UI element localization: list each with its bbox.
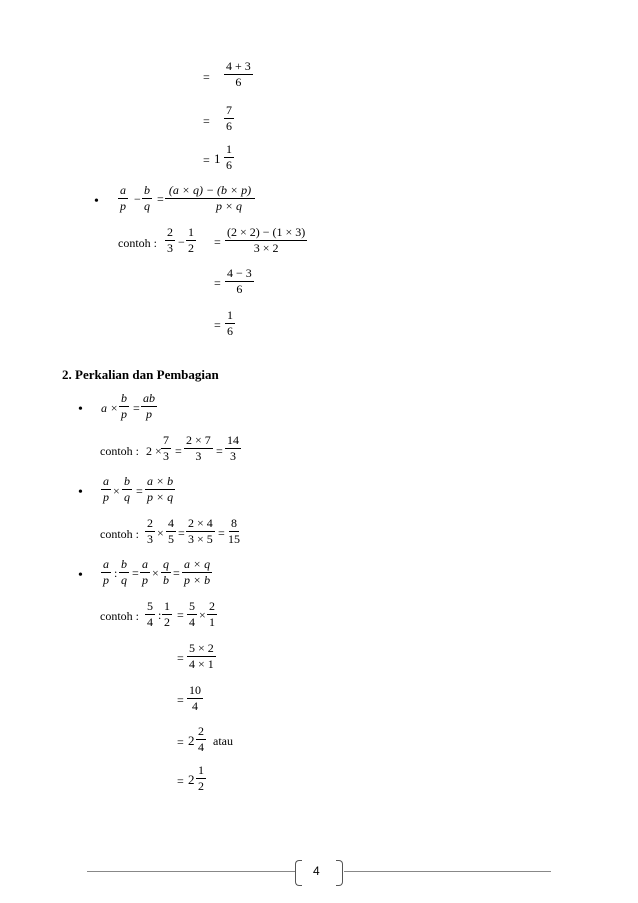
bullet: •: [78, 568, 83, 583]
example-label: contoh :: [118, 236, 157, 250]
footer-rule-left: [87, 871, 296, 872]
fraction: $\frac{1}{6}$: [227, 308, 233, 338]
equals-sign: =: [177, 693, 184, 707]
minus-sign: −: [178, 235, 185, 249]
footer-rule-right: [344, 871, 551, 872]
fraction: $\frac{b}{q}$: [144, 183, 150, 213]
fraction: $\frac{(a \times q) - (b \times p)}{p \times q}$: [165, 184, 255, 213]
fraction: $\frac{a}{p}$: [103, 557, 109, 587]
fraction: $\frac{q}{b}$: [163, 557, 169, 587]
times-sign: ×: [157, 526, 164, 540]
fraction: $\frac{(2 \times 2) - (1 \times 3)}{3 \times 2}$: [227, 225, 306, 255]
fraction: $\frac{ab}{p}$: [143, 391, 155, 421]
equals-sign: =: [216, 444, 223, 458]
fraction: $\frac{2}{1}$: [209, 599, 215, 629]
bullet: •: [78, 485, 83, 500]
footer-bracket-right: [336, 860, 343, 886]
colon-sign: :: [114, 566, 118, 580]
math-term: a ×: [101, 401, 119, 415]
equals-sign: =: [157, 192, 164, 206]
fraction: $\frac{8}{15}$: [228, 516, 240, 546]
fraction: $\frac{7}{3}$: [163, 433, 169, 463]
fraction: $\frac{5}{4}$: [189, 599, 195, 629]
fraction: $\frac{1}{2}$: [164, 599, 170, 629]
fraction: $\frac{1}{6}$: [226, 142, 232, 172]
example-label: contoh :: [100, 527, 139, 541]
atau-label: atau: [213, 734, 233, 748]
equals-sign: =: [203, 70, 210, 84]
fraction: $\frac{1}{2}$: [188, 225, 194, 255]
fraction: $\frac{2}{4}$: [198, 724, 204, 754]
times-sign: ×: [113, 484, 120, 498]
mixed-whole: 1: [214, 151, 221, 166]
equals-sign: =: [175, 444, 182, 458]
equals-sign: =: [173, 566, 180, 580]
fraction: $\frac{2 \times 7}{3}$: [186, 433, 211, 463]
example-label: contoh :: [100, 444, 139, 458]
equals-sign: =: [177, 608, 184, 622]
fraction: $\frac{2}{3}$: [167, 225, 173, 255]
equals-sign: =: [214, 235, 221, 249]
fraction: $\frac{b}{p}$: [121, 391, 127, 421]
math-term: 2 ×: [146, 444, 162, 458]
section-heading: 2. Perkalian dan Pembagian: [62, 367, 219, 382]
fraction: $\frac{5 \times 2}{4 \times 1}$: [189, 641, 214, 671]
fraction: $\frac{4 - 3}{6}$: [227, 266, 252, 296]
mixed-whole: 2: [188, 733, 195, 748]
fraction: $\frac{10}{4}$: [189, 683, 201, 713]
equals-sign: =: [203, 153, 210, 167]
example-label: contoh :: [100, 609, 139, 623]
equals-sign: =: [177, 774, 184, 788]
minus-sign: −: [134, 192, 141, 206]
fraction: $\frac{2 \times 4}{3 \times 5}$: [188, 516, 213, 546]
times-sign: ×: [152, 566, 159, 580]
equals-sign: =: [218, 526, 225, 540]
equals-sign: =: [214, 318, 221, 332]
footer-bracket-left: [295, 860, 302, 886]
fraction: $\frac{a}{p}$: [103, 474, 109, 504]
equals-sign: =: [177, 735, 184, 749]
bullet: •: [78, 402, 83, 417]
fraction: $\frac{4}{5}$: [168, 516, 174, 546]
fraction: $\frac{5}{4}$: [147, 599, 153, 629]
fraction: $\frac{b}{q}$: [121, 557, 127, 587]
colon-sign: :: [158, 608, 162, 622]
fraction: $\frac{2}{3}$: [147, 516, 153, 546]
fraction: $\frac{7}{6}$: [226, 103, 232, 133]
equals-sign: =: [132, 566, 139, 580]
equals-sign: =: [177, 651, 184, 665]
fraction: $\frac{a}{p}$: [142, 557, 148, 587]
equals-sign: =: [136, 484, 143, 498]
equals-sign: =: [214, 276, 221, 290]
fraction: $\frac{b}{q}$: [124, 474, 130, 504]
fraction: $\frac{1}{2}$: [198, 763, 204, 793]
times-sign: ×: [199, 608, 206, 622]
equals-sign: =: [178, 526, 185, 540]
fraction: $\frac{a}{p}$: [120, 183, 126, 213]
equals-sign: =: [133, 401, 140, 415]
equals-sign: =: [203, 114, 210, 128]
fraction: $\frac{a \times b}{p \times q}$: [147, 474, 174, 504]
mixed-whole: 2: [188, 772, 195, 787]
fraction: $\frac{4 + 3}{6}$: [226, 59, 251, 89]
fraction: $\frac{14}{3}$: [227, 433, 239, 463]
fraction: $\frac{a \times q}{p \times b}$: [184, 557, 211, 587]
page-number: 4: [313, 864, 320, 878]
bullet: •: [94, 194, 99, 209]
